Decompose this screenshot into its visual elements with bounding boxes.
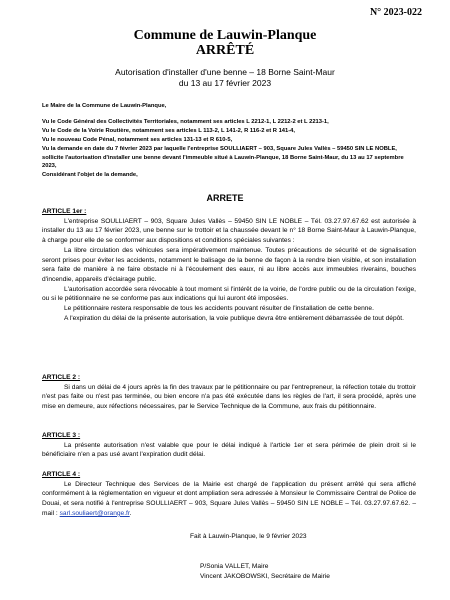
preamble — [42, 102, 416, 180]
article-2 — [42, 373, 416, 412]
signature-line-1: P/Sonia VALLET, Maire — [200, 563, 269, 570]
preamble-voirie: Vu le Code de la Voirie Routière, notamment ses articles L 113-2, L 141-2, R 116-2 et R 141-4, — [42, 127, 296, 134]
preamble-considerant: Considérant l'objet de la demande, — [42, 172, 138, 179]
preamble-mayor: Le Maire de la Commune de Lauwin-Planque, — [42, 103, 167, 109]
preamble-request: Vu la demande en date du 7 février 2023 par laquelle l'entreprise SOULLIAERT – 903, Square Jules Vallès – 59450 SIN LE NOBLE, sollicite l'autorisation d'installer une benne devant l'immeuble situé à Lauwin-Planque, 18 Borne Saint-Maur, du 13 au 17 septembre 2023, — [42, 145, 404, 170]
article-2-heading: ARTICLE 2 : — [42, 374, 81, 381]
preamble-cgct: Vu le Code Général des Collectivités Territoriales, notamment ses articles L 2212-1, L 2212-2 et L 2213-1, — [42, 118, 329, 125]
article-3-heading: ARTICLE 3 : — [42, 432, 81, 439]
article-4 — [42, 470, 416, 519]
article-4-heading: ARTICLE 4 : — [42, 471, 81, 478]
place-date: Fait à Lauwin-Planque, le 9 février 2023 — [190, 533, 307, 540]
article-1 — [42, 207, 416, 323]
article-1-heading: ARTICLE 1er : — [42, 208, 87, 215]
subject-line-1: Autorisation d'installer d'une benne – 18 Borne Saint-Maur — [115, 67, 335, 77]
article-3 — [42, 431, 416, 460]
article-1-para-5: A l'expiration du délai de la présente autorisation, la voie publique devra être entièrement débarrassée de tout dépôt. — [64, 314, 404, 322]
signature-line-2: Vincent JAKOBOWSKI, Secrétaire de Mairie — [200, 573, 330, 580]
article-1-para-4: Le pétitionnaire restera responsable de tous les accidents pouvant résulter de l'installation de cette benne. — [64, 305, 374, 313]
article-4-para-1: Le Directeur Technique des Services de la Mairie est chargé de l'application du présent arrêté qui sera affiché conformément à la réglementation en vigueur et dont ampliation sera adressée à Monsieur le Commissaire Central de Police de Douai, et sera notifié à l'entreprise SOULLIAERT – 903, Square Jules Vallès – 59450 SIN LE NOBLE – Tél. 03.27.97.67.62. – mail : — [42, 480, 416, 517]
article-3-para-1: La présente autorisation n'est valable que pour le délai indiqué à l'article 1er et sera périmée de plein droit si le bénéficiaire n'en a pas usé avant l'expiration dudit délai. — [42, 441, 416, 459]
article-1-para-3: L'autorisation accordée sera révocable à tout moment si l'intérêt de la voirie, de l'ordre public ou de la circulation l'exige, ou si le pétitionnaire ne se conforme pas aux indications qui lui auront été imposées. — [42, 285, 416, 303]
contact-email-link[interactable]: sarl.souliaert@orange.fr — [59, 509, 130, 517]
subject-line-2: du 13 au 17 février 2023 — [178, 78, 272, 88]
email-suffix: . — [129, 509, 132, 517]
commune-title: Commune de Lauwin-Planque — [133, 28, 317, 43]
article-2-para-1: Si dans un délai de 4 jours après la fin des travaux par le pétitionnaire ou par l'entrepreneur, la réfection totale du trottoir n'est pas faite ou n'est pas terminée, ou bien encore n'a pas été exécutée dans les règles de l'art, il sera procédé, après une mise en demeure, aux réfections nécessaires, par le Service Technique de la Commune, aux frais du pétitionnaire. — [42, 383, 416, 411]
preamble-code-penal: Vu le nouveau Code Pénal, notamment ses articles 131-13 et R 610-5, — [42, 136, 233, 143]
article-1-para-1: L'entreprise SOULLIAERT – 903, Square Jules Vallès – 59450 SIN LE NOBLE – Tél. 03.27.97.67.62 est autorisée à installer du 13 au 17 février 2023, une benne sur le trottoir et la chaussée devant le n° 18 Borne Saint-Maur à Lauwin-Planque, à charge pour elle de se conformer aux dispositions et conditions spéciales suivantes : — [42, 217, 416, 245]
document-number: N° 2023-022 — [369, 7, 422, 18]
article-1-para-2: La libre circulation des véhicules sera impérativement maintenue. Toutes précautions de sécurité et de signalisation seront prises pour éviter les accidents, notamment le balisage de la benne de façon à la rendre bien visible, et son installation sera faite de manière à ne faire obstacle ni à l'écoulement des eaux, ni au libre accès aux immeubles riverains, bouches d'incendie, appareils d'éclairage public. — [42, 246, 416, 283]
decision-heading: ARRETE — [206, 193, 244, 203]
document-type: ARRÊTÉ — [195, 43, 255, 58]
